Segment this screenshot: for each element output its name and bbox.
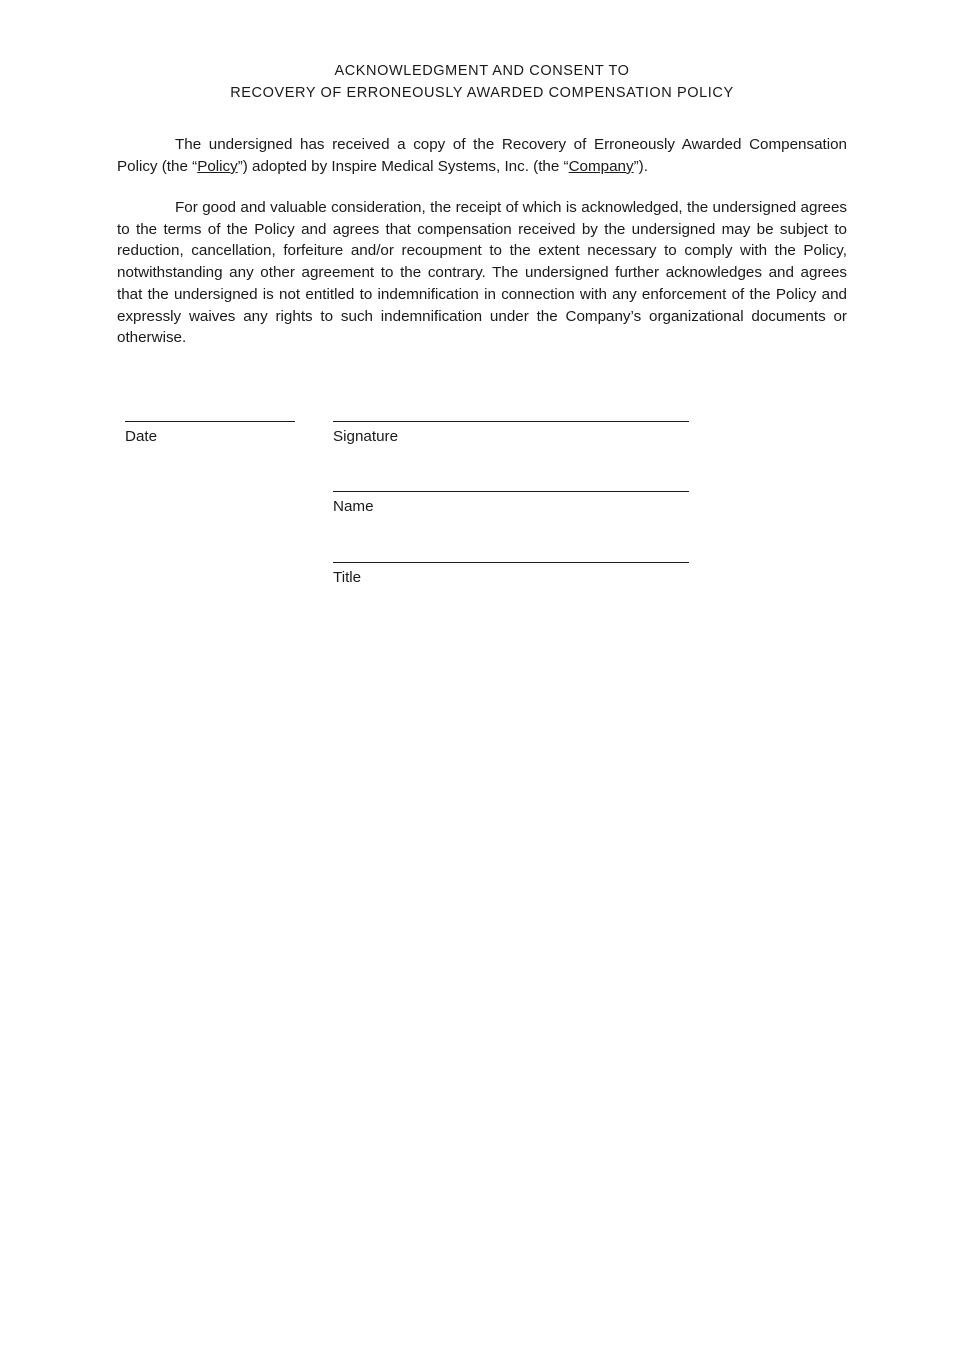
- policy-defined-term: Policy: [197, 157, 238, 175]
- title-line-1: ACKNOWLEDGMENT AND CONSENT TO: [334, 63, 630, 79]
- name-line[interactable]: [333, 491, 689, 492]
- paragraph-receipt: [117, 134, 847, 177]
- date-label: Date: [125, 428, 158, 445]
- title-line-2: RECOVERY OF ERRONEOUSLY AWARDED COMPENSATION POLICY: [230, 85, 734, 101]
- para1-text-3: ”).: [633, 157, 648, 175]
- paragraph-consideration: For good and valuable consideration, the receipt of which is acknowledged, the undersigned agrees to the terms of the Policy and agrees that compensation received by the undersigned may be subject to reduction, cancellation, forfeiture and/or recoupment to the extent necessary to comply with the Policy, notwithstanding any other agreement to the contrary. The undersigned further acknowledges and agrees that the undersigned is not entitled to indemnification in connection with any enforcement of the Policy and expressly waives any rights to such indemnification under the Company’s organizational documents or otherwise.: [117, 199, 847, 347]
- company-defined-term: Company: [568, 157, 634, 175]
- signature-label: Signature: [333, 428, 399, 445]
- document-title: [117, 60, 847, 104]
- para1-text-1: The undersigned has received a copy of the Recovery of Erroneously Awarded Compensation Policy (the “: [117, 136, 847, 175]
- para1-text-2: ”) adopted by Inspire Medical Systems, Inc. (the “: [237, 157, 569, 175]
- signature-line[interactable]: [333, 421, 689, 422]
- name-label: Name: [333, 498, 374, 515]
- title-line[interactable]: [333, 562, 689, 563]
- date-line[interactable]: [125, 421, 295, 422]
- title-label: Title: [333, 569, 362, 586]
